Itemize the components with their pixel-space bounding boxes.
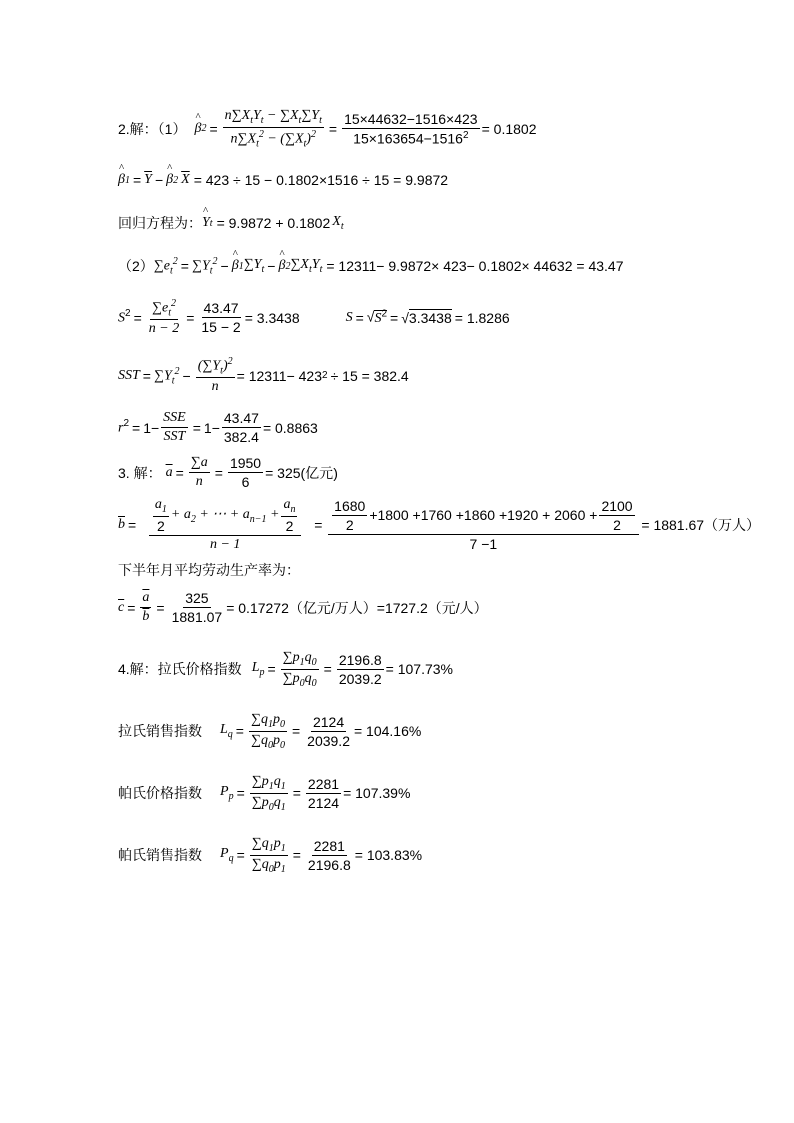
regression-equation: 回归方程为： ^ Y t = 9.9872 + 0.1802 $X_t$ xyxy=(118,213,344,233)
sse-equation: （2） $\sum e_t^2$ = $\sum Y_t^2$ − ^ β 1 $\sum Y_t$ − ^ β 2 $\sum X_tY_t$ = 12311− 9.9872× 423− 0.1802× 44632 = 43.47 xyxy=(118,256,623,276)
part2-label: （2） xyxy=(118,258,154,275)
q2-heading: 2.解：（1） xyxy=(118,120,187,137)
sst-equation: SST = $\sum Y_t^2$ − $\frac{(\sum Y_t)^2}{n}$ = 12311− 423 2 ÷ 15 = 382.4 xyxy=(118,356,409,395)
beta1-calc: = 423 ÷ 15 − 0.1802×1516 ÷ 15 = 9.9872 xyxy=(193,172,449,188)
regression-label: 回归方程为： xyxy=(118,215,202,231)
beta2-result: = 0.1802 xyxy=(481,120,537,137)
q3-a-equation: 3. 解： $\overline{a}$ = $\frac{\sum a}{n}$ = $\frac{1950}{6}$ = 325(亿元 ) xyxy=(118,455,338,490)
q3-heading: 3. 解： xyxy=(118,464,162,481)
paasche-quantity-index: 帕氏销售指数 $P_q$ = $\frac{\sum q_1p_1}{\sum q_0p_1}$ = $\frac{2281}{2196.8}$ = 103.83% xyxy=(118,836,423,875)
q3-c-label: 下半年月平均劳动生产率为： xyxy=(118,562,300,578)
q4-heading: 4.解：拉氏价格指数 xyxy=(118,661,242,678)
sse-calc: = 12311− 9.9872× 423− 0.1802× 44632 = 43.47 xyxy=(326,258,624,275)
q3-b-equation: $\overline{b}$ = $\frac{a_1}{2}$ + $a_2$ + ⋯ + $a_{n-1}$ + $\frac{a_n}{2}$ n − 1 = $\frac{1680}{2}$ +1800 +1760 +1860 +1920 + 2060 + $\frac{2100}{2}$ 7 −1 = 1881.67（万人） xyxy=(118,497,761,552)
beta2-equation: 2.解：（1） ^ β 2 = $\frac{n\sum X_tY_t - \sum X_t\sum Y_t}{n\sum X_t^2 - (\sum X_t)^2}$ = $\frac{15\times 44632-1516\times 423}{15\times 163654-1516^2}$ = 0.1802 xyxy=(118,108,537,149)
laspeyres-quantity-index: 拉氏销售指数 $L_q$ = $\frac{\sum q_1p_0}{\sum q_0p_0}$ = $\frac{2124}{2039.2}$ = 104.16% xyxy=(118,712,422,751)
q3-c-equation: $\overline{c}$ = $\frac{\overline{a}}{b}$ = $\frac{325}{1881.07}$ = 0.17272（亿元/万人）=1727.2（元/人） xyxy=(118,590,488,625)
beta2-numeric: $\frac{15\times 44632-1516\times 423}{15\times 163654-1516^2}$ xyxy=(344,110,478,147)
paasche-price-index: 帕氏价格指数 $P_p$ = $\frac{\sum p_1q_1}{\sum p_0q_1}$ = $\frac{2281}{2124}$ = 107.39% xyxy=(118,774,411,813)
r-squared-equation: $r^2$ = 1− $\frac{\text{SSE}}{\text{SST}}$ = 1− $\frac{43.47}{382.4}$ = 0.8863 xyxy=(118,410,318,445)
laspeyres-price-index: 4.解：拉氏价格指数 $L_p$ = $\frac{\sum p_1q_0}{\sum p_0q_0}$ = $\frac{2196.8}{2039.2}$ = 107.73% xyxy=(118,650,454,689)
variance-equation: $S^2$ = $\frac{\sum e_t^2}{n - 2}$ = $\frac{43.47}{15 - 2}$ = 3.3438 S = $√S^2$ = √3.3438 = 1.8286 xyxy=(118,298,510,337)
beta2-formula: $\frac{n\sum X_tY_t - \sum X_t\sum Y_t}{n\sum X_t^2 - (\sum X_t)^2}$ xyxy=(224,108,322,150)
beta1-equation: ^ β 1 = $\overline{Y}$ − ^ β 2 $\overline{X}$ = 423 ÷ 15 − 0.1802×1516 ÷ 15 = 9.9872 xyxy=(118,172,448,188)
